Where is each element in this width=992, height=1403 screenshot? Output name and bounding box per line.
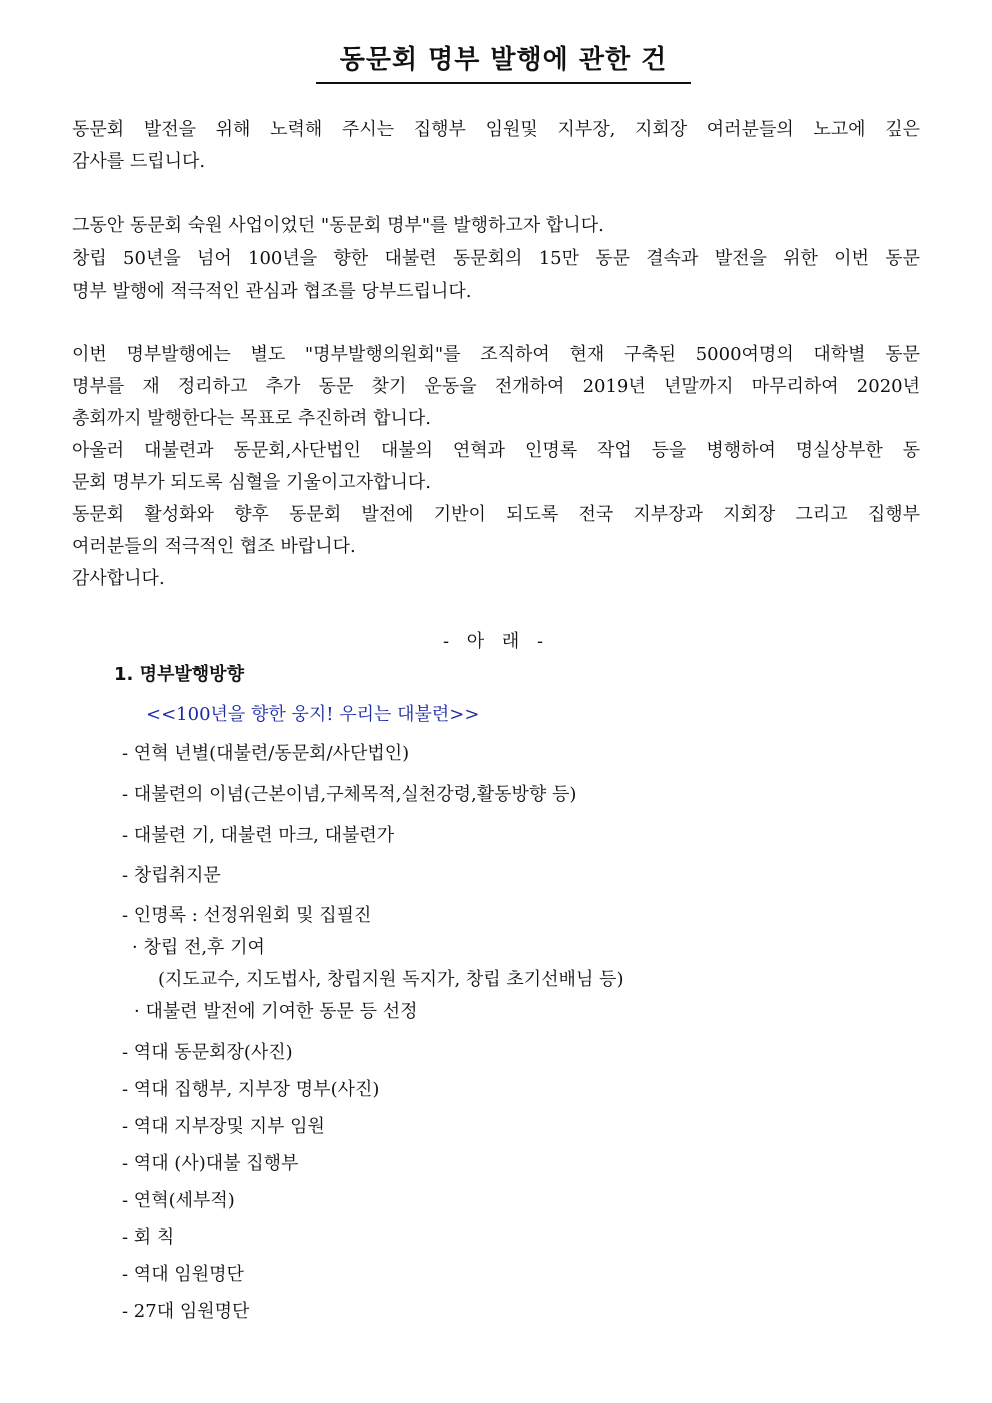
list-item: - 27대 임원명단 — [122, 1301, 250, 1322]
body-line: 명부 발행에 적극적인 관심과 협조를 당부드립니다. — [72, 281, 472, 302]
list-item: - 창립취지문 — [122, 865, 221, 886]
list-item: - 역대 집행부, 지부장 명부(사진) — [122, 1079, 380, 1100]
list-item: - 역대 (사)대불 집행부 — [122, 1153, 299, 1174]
sub-list-note: (지도교수, 지도법사, 창립지원 독지가, 창립 초기선배님 등) — [158, 969, 624, 990]
list-item: - 회 칙 — [122, 1227, 175, 1248]
closing-line: 감사합니다. — [72, 568, 165, 589]
body-line: 감사를 드립니다. — [72, 151, 206, 172]
body-line: 명부를 재 정리하고 추가 동문 찾기 운동을 전개하여 2019년 년말까지 마무리하여 2020년 — [72, 376, 920, 397]
document-title: 동문회 명부 발행에 관한 건 — [316, 38, 691, 84]
sub-list-item: · 대불련 발전에 기여한 동문 등 선정 — [134, 1001, 418, 1022]
body-line: 이번 명부발행에는 별도 "명부발행의원회"를 조직하여 현재 구축된 5000여명의 대학별 동문 — [72, 344, 920, 365]
list-item: - 인명록 : 선정위원회 및 집필진 — [122, 905, 372, 926]
body-line: 여러분들의 적극적인 협조 바랍니다. — [72, 536, 356, 557]
list-item: - 역대 임원명단 — [122, 1264, 244, 1285]
body-line: 동문회 발전을 위해 노력해 주시는 집행부 임원및 지부장, 지회장 여러분들의 노고에 깊은 — [72, 119, 920, 140]
list-item: - 역대 동문회장(사진) — [122, 1042, 293, 1063]
body-line: 창립 50년을 넘어 100년을 향한 대불련 동문회의 15만 동문 결속과 발전을 위한 이번 동문 — [72, 248, 920, 269]
section-heading: 1. 명부발행방향 — [114, 664, 244, 685]
body-line: 동문회 활성화와 향후 동문회 발전에 기반이 되도록 전국 지부장과 지회장 그리고 집행부 — [72, 504, 920, 525]
sub-list-item: · 창립 전,후 기여 — [132, 937, 265, 958]
list-item: - 대불련 기, 대불련 마크, 대불련가 — [122, 825, 395, 846]
body-line: 문회 명부가 되도록 심혈을 기울이고자합니다. — [72, 472, 431, 493]
list-item: - 연혁 년별(대불련/동문회/사단법인) — [122, 743, 410, 764]
body-line: 총회까지 발행한다는 목표로 추진하려 합니다. — [72, 408, 431, 429]
list-item: - 연혁(세부적) — [122, 1190, 235, 1211]
list-item: - 역대 지부장및 지부 임원 — [122, 1116, 325, 1137]
slogan: <<100년을 향한 웅지! 우리는 대불련>> — [146, 704, 480, 725]
section-marker: - 아 래 - — [442, 631, 550, 652]
list-item: - 대불련의 이념(근본이념,구체목적,실천강령,활동방향 등) — [122, 784, 577, 805]
body-line: 아울러 대불련과 동문회,사단법인 대불의 연혁과 인명록 작업 등을 병행하여 명실상부한 동 — [72, 440, 920, 461]
body-line: 그동안 동문회 숙원 사업이었던 "동문회 명부"를 발행하고자 합니다. — [72, 215, 604, 236]
